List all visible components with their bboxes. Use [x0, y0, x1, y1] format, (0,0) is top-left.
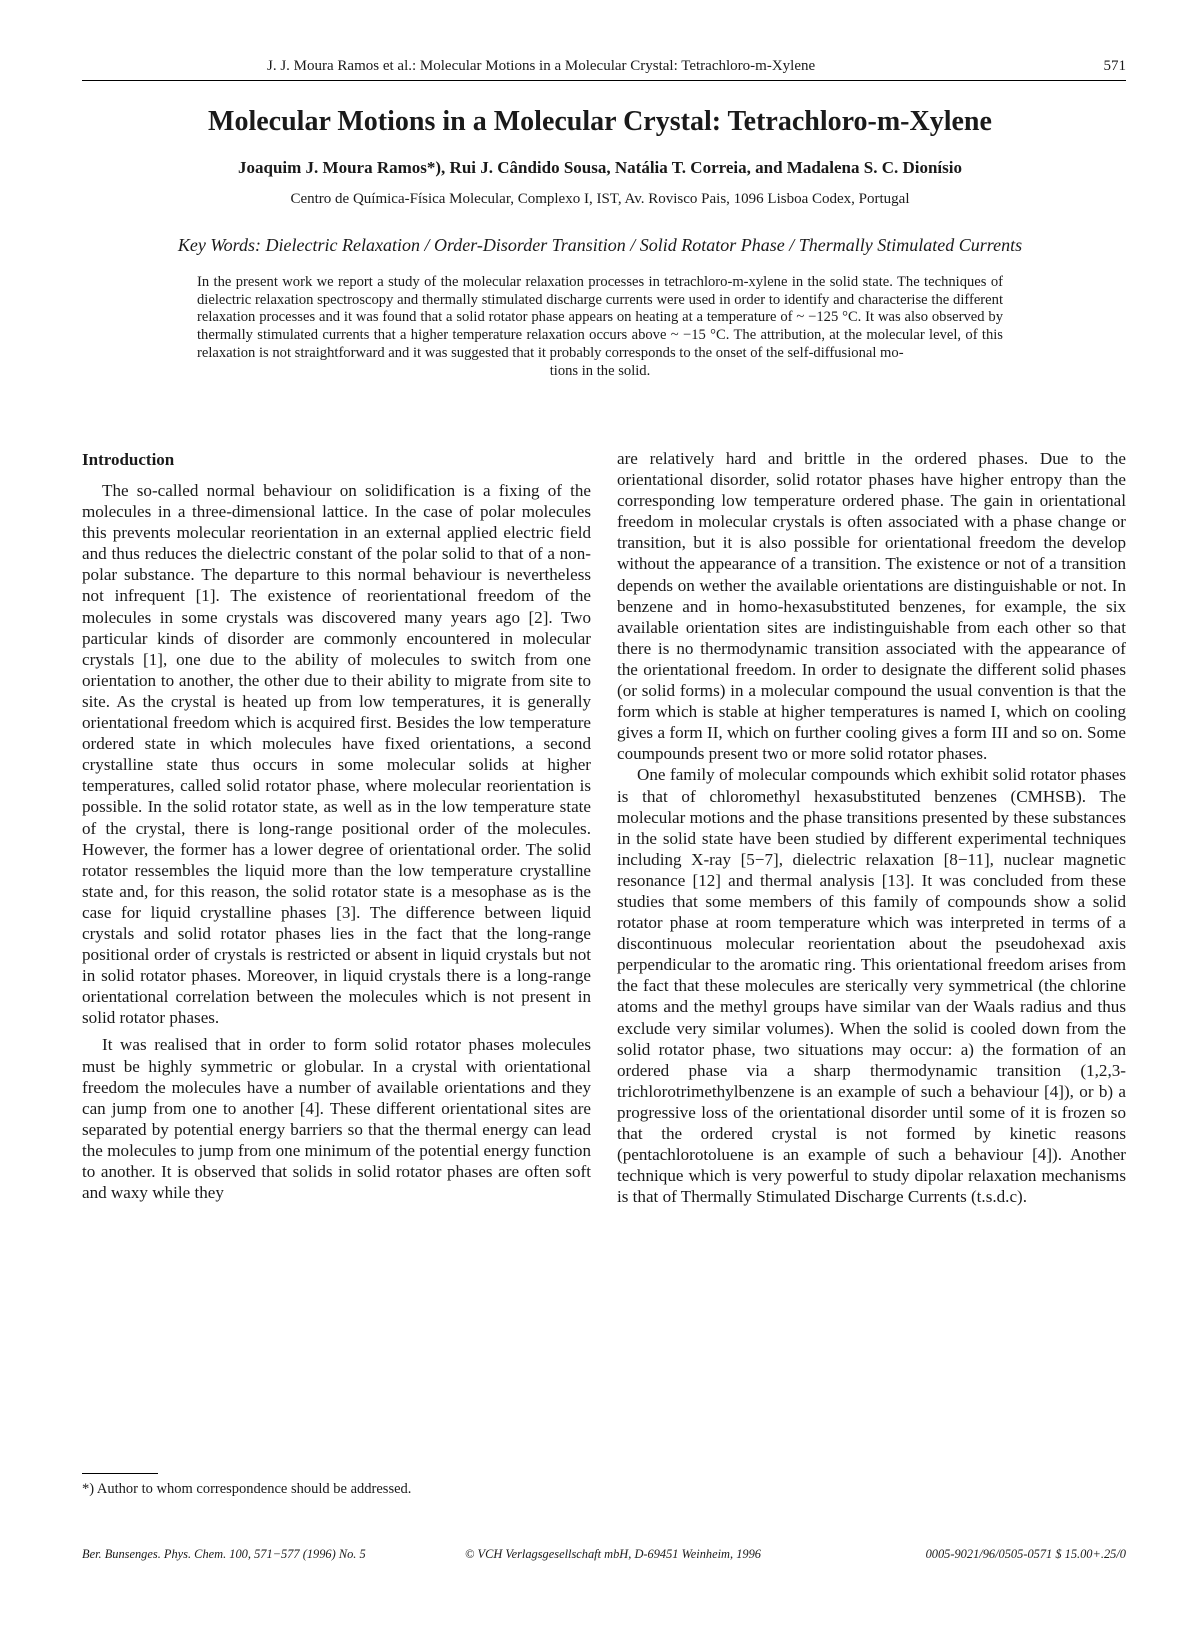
abstract-text: In the present work we report a study of the molecular relaxation processes in tetrachloro-m-xylene in the solid state. The techniques of dielectric relaxation spectroscopy and thermally stimulated discharge currents were used in order to identify and characterise the different relaxation processes and it was found that a solid rotator phase appears on heating at a temperature of ~ −125 °C. It was also observed by thermally stimulated currents that a higher temperature relaxation occurs above ~ −15 °C. The attribution, at the molecular level, of this relaxation is not straightforward and it was suggested that it probably corresponds to the onset of the self-diffusional mo-	[197, 274, 1003, 361]
keywords: Key Words: Dielectric Relaxation / Order-Disorder Transition / Solid Rotator Phase / Thermally Stimulated Currents	[177, 235, 1023, 255]
abstract	[197, 274, 1003, 380]
page-number: 571	[1103, 58, 1126, 74]
left-column	[82, 480, 591, 1203]
footnote-divider	[82, 1473, 158, 1474]
footnote: *) Author to whom correspondence should be addressed.	[82, 1481, 412, 1497]
abstract-last-line: tions in the solid.	[549, 362, 651, 379]
running-header	[82, 58, 1126, 81]
article-title: Molecular Motions in a Molecular Crystal: Tetrachloro-m-Xylene	[208, 106, 992, 137]
author-list: Joaquim J. Moura Ramos*), Rui J. Cândido Sousa, Natália T. Correia, and Madalena S. C. Dionísio	[237, 158, 962, 177]
body-paragraph: are relatively hard and brittle in the ordered phases. Due to the orientational disorder, solid rotator phases have higher entropy than the corresponding low temperature ordered phase. The gain in orientational freedom in molecular crystals is often associated with a phase change or transition, but it is also possible for orientational freedom the develop without the appearance of a transition. The existence or not of a transition depends on wether the available orientations are distinguishable or not. In benzene and in homo-hexasubstituted benzenes, for example, the six available orientation sites are indistinguishable from each other so that there is no thermodynamic transition associated with the appearance of the orientational freedom. In order to designate the different solid phases (or solid forms) in a molecular compound the usual convention is that the form which is stable at higher temperatures is named I, which on cooling gives a form II, which on further cooling gives a form III and so on. Some coumpounds present two or more solid rotator phases.	[617, 449, 1126, 764]
section-heading-introduction: Introduction	[82, 450, 175, 469]
affiliation: Centro de Química-Física Molecular, Complexo I, IST, Av. Rovisco Pais, 1096 Lisboa Codex, Portugal	[290, 191, 910, 207]
footer-code: 0005-9021/96/0505-0571 $ 15.00+.25/0	[925, 1547, 1126, 1561]
footer-journal: Ber. Bunsenges. Phys. Chem. 100, 571−577 (1996) No. 5	[82, 1547, 366, 1561]
body-paragraph: It was realised that in order to form solid rotator phases molecules must be highly symmetric or globular. In a crystal with orientational freedom the molecules have a number of available orientations and they can jump from one to another [4]. These different orientational sites are separated by potential energy barriers so that the thermal energy can lead the molecules to jump from one minimum of the potential energy function to another. It is observed that solids in solid rotator phases are often soft and waxy while they	[82, 1035, 591, 1203]
body-paragraph: The so-called normal behaviour on solidification is a fixing of the molecules in a three-dimensional lattice. In the case of polar molecules this prevents molecular reorientation in an external applied electric field and thus reduces the dielectric constant of the polar solid to that of a non-polar substance. The departure to this normal behaviour is nevertheless not infrequent [1]. The existence of reorientational freedom of the molecules in some crystals was discovered many years ago [2]. Two particular kinds of disorder are commonly encountered in molecular crystals [1], one due to the ability of molecules to switch from one orientation to another, the other due to their ability to migrate from site to site. As the crystal is heated up from low temperatures, it is generally orientational freedom which is acquired first. Besides the low temperature ordered state in which molecules have fixed orientations, a second crystalline state thus occurs in some molecular solids at higher temperatures, called solid rotator phase, where molecular reorientation is possible. In the solid rotator state, as well as in the low temperature state of the crystal, there is long-range positional order of the molecules. However, the former has a lower degree of orientational order. The solid rotator ressembles the liquid more than the low temperature crystalline state and, for this reason, the solid rotator state is a mesophase as is the case for liquid crystalline phases [3]. The difference between liquid crystals and solid rotator phases lies in the fact that the long-range positional order of crystals is restricted or absent in liquid crystals but not in solid rotator phases. Moreover, in liquid crystals there is a long-range orientational correlation between the molecules which is not present in solid rotator phases.	[82, 481, 591, 1028]
running-title: J. J. Moura Ramos et al.: Molecular Motions in a Molecular Crystal: Tetrachloro-m-Xylene	[267, 58, 816, 74]
right-column	[617, 448, 1126, 1207]
body-paragraph: One family of molecular compounds which exhibit solid rotator phases is that of chloromethyl hexasubstituted benzenes (CMHSB). The molecular motions and the phase transitions presented by these substances in the solid state have been studied by different experimental techniques including X-ray [5−7], dielectric relaxation [8−11], nuclear magnetic resonance [12] and thermal analysis [13]. It was concluded from these studies that some members of this family of compounds show a solid rotator phase at room temperature which was interpreted in terms of a discontinuous molecular reorientation about the pseudohexad axis perpendicular to the aromatic ring. This orientational freedom arises from the fact that these molecules are sterically very symmetrical (the chlorine atoms and the methyl groups have similar van der Waals radius and thus exclude very similar volumes). When the solid is cooled down from the solid rotator phase, two situations may occur: a) the formation of an ordered phase via a sharp thermodynamic transition (1,2,3-trichlorotrimethylbenzene is an example of such a behaviour [4]), or b) a progressive loss of the orientational disorder until some of it is frozen so that the ordered crystal is not formed by kinetic reasons (pentachlorotoluene is an example of such a behaviour [4]). Another technique which is very powerful to study dipolar relaxation mechanisms is that of Thermally Stimulated Discharge Currents (t.s.d.c).	[617, 765, 1126, 1207]
footer-publisher: © VCH Verlagsgesellschaft mbH, D-69451 Weinheim, 1996	[465, 1547, 761, 1561]
